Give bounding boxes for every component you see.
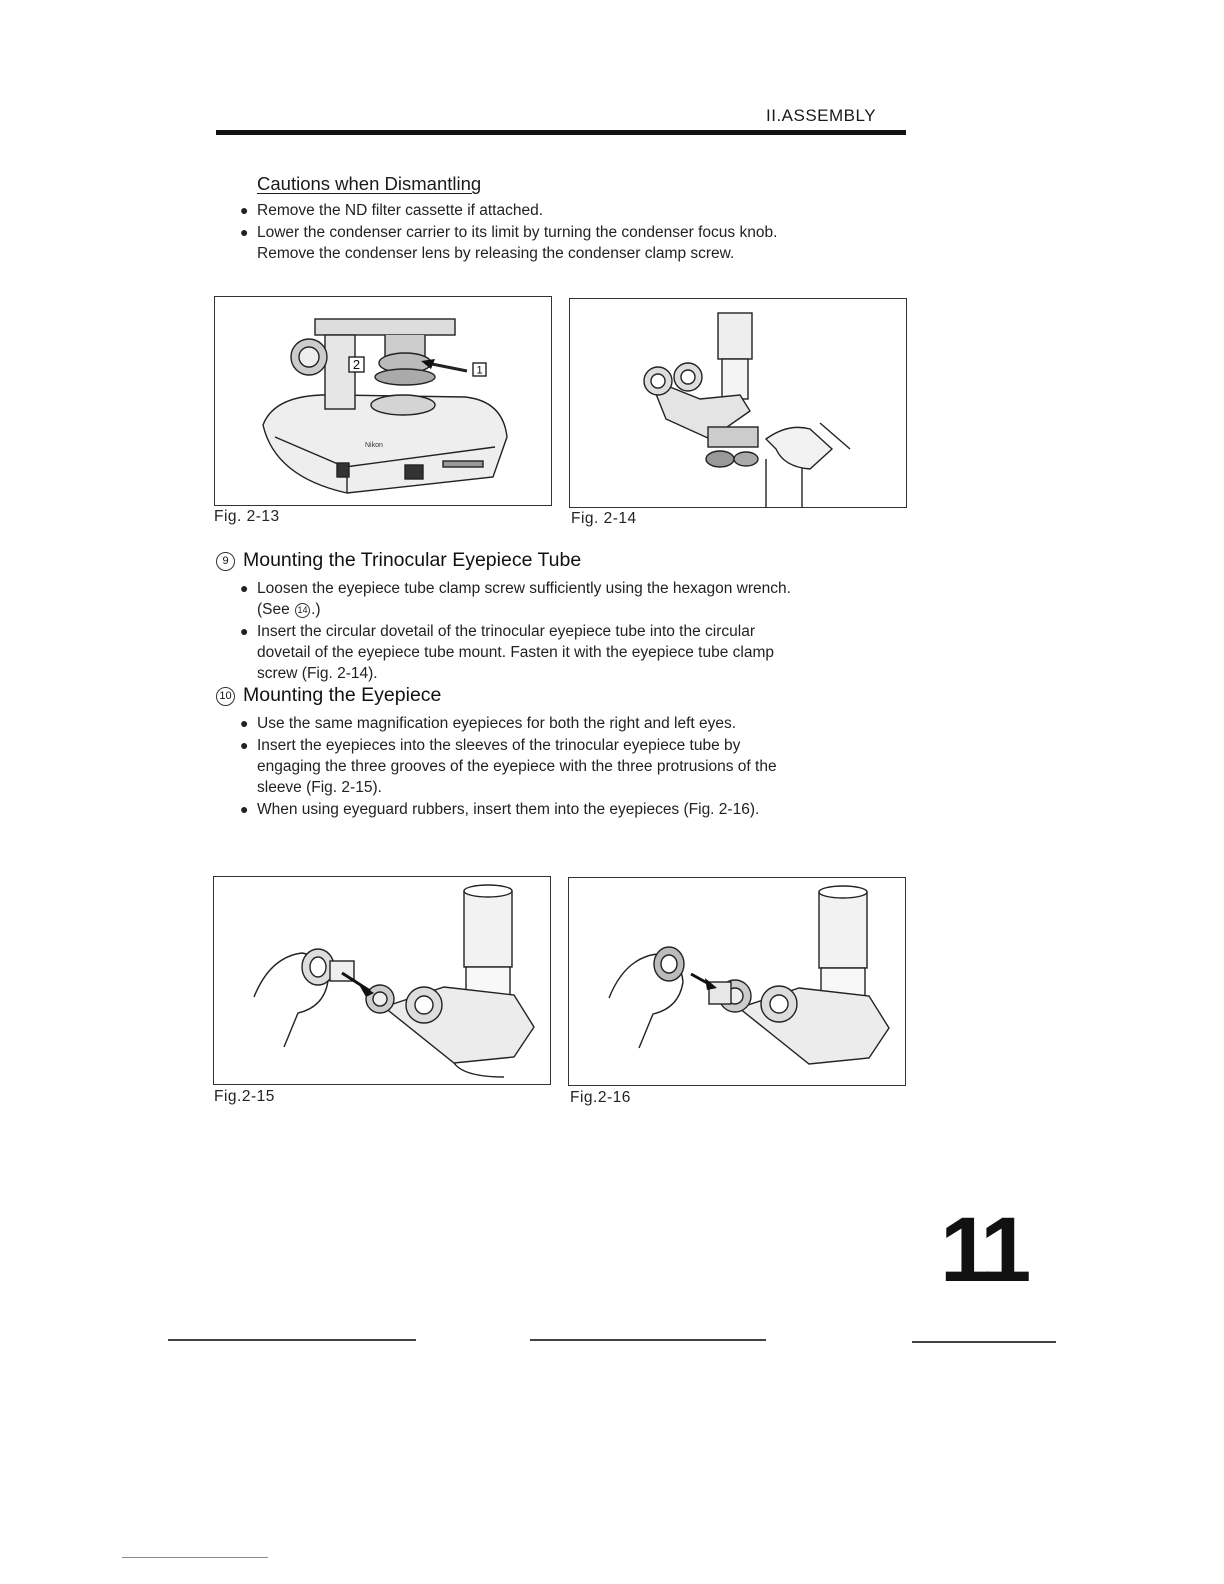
header-rule xyxy=(216,130,906,135)
section-9-heading xyxy=(216,549,581,572)
cautions-heading: Cautions when Dismantling xyxy=(257,173,482,194)
list-item: ● Use the same magnification eyepieces for both the right and left eyes. xyxy=(240,713,796,734)
section-9-list xyxy=(240,578,796,684)
caution-item: ● Remove the ND filter cassette if attached. xyxy=(240,200,810,221)
figure-2-16 xyxy=(568,877,906,1086)
callout-1: 1 xyxy=(476,364,483,377)
callout-2: 2 xyxy=(352,357,361,372)
cautions-list xyxy=(240,200,810,264)
trinocular-tube-illustration xyxy=(570,299,906,507)
microscope-base-illustration xyxy=(215,297,551,505)
figure-2-15 xyxy=(213,876,551,1085)
section-10-heading xyxy=(216,684,441,707)
list-item xyxy=(240,578,796,620)
page-bottom-line xyxy=(122,1557,268,1558)
figure-2-15-caption: Fig.2-15 xyxy=(214,1088,275,1105)
list-item-text-end: .) xyxy=(311,601,321,618)
list-item-text: Loosen the eyepiece tube clamp screw sufficiently using the hexagon wrench. (See xyxy=(257,580,791,618)
list-item: ● Insert the circular dovetail of the trinocular eyepiece tube into the circular dovetail of the eyepiece tube mount. Fasten it with the eyepiece tube clamp screw (Fig. 2-14). xyxy=(240,621,796,684)
figure-2-14-caption: Fig. 2-14 xyxy=(571,510,637,527)
brand-logo: Nikon xyxy=(365,442,383,449)
figure-2-16-caption: Fig.2-16 xyxy=(570,1089,631,1106)
figure-2-13-caption: Fig. 2-13 xyxy=(214,508,280,525)
section-9-title: Mounting the Trinocular Eyepiece Tube xyxy=(243,549,582,571)
footer-rule-right xyxy=(912,1341,1056,1343)
figure-2-13 xyxy=(214,296,552,506)
section-9-number: 9 xyxy=(216,552,235,571)
caution-item: ● Lower the condenser carrier to its limit by turning the condenser focus knob. Remove the condenser lens by releasing the condenser clamp screw. xyxy=(240,222,810,264)
reference-number: 14 xyxy=(295,603,310,618)
section-10-title: Mounting the Eyepiece xyxy=(243,684,442,706)
section-10-number: 10 xyxy=(216,687,235,706)
footer-rule-left xyxy=(168,1339,416,1341)
footer-rule-middle xyxy=(530,1339,766,1341)
section-header: II.ASSEMBLY xyxy=(766,106,877,125)
section-10-list xyxy=(240,713,796,820)
page-number: 11 xyxy=(940,1199,1026,1301)
eyeguard-insert-illustration xyxy=(569,878,905,1085)
list-item: ● When using eyeguard rubbers, insert them into the eyepieces (Fig. 2-16). xyxy=(240,799,796,820)
eyepiece-insert-illustration xyxy=(214,877,550,1084)
list-item: ● Insert the eyepieces into the sleeves of the trinocular eyepiece tube by engaging the three grooves of the eyepiece with the three protrusions of the sleeve (Fig. 2-15). xyxy=(240,735,796,798)
figure-2-14 xyxy=(569,298,907,508)
